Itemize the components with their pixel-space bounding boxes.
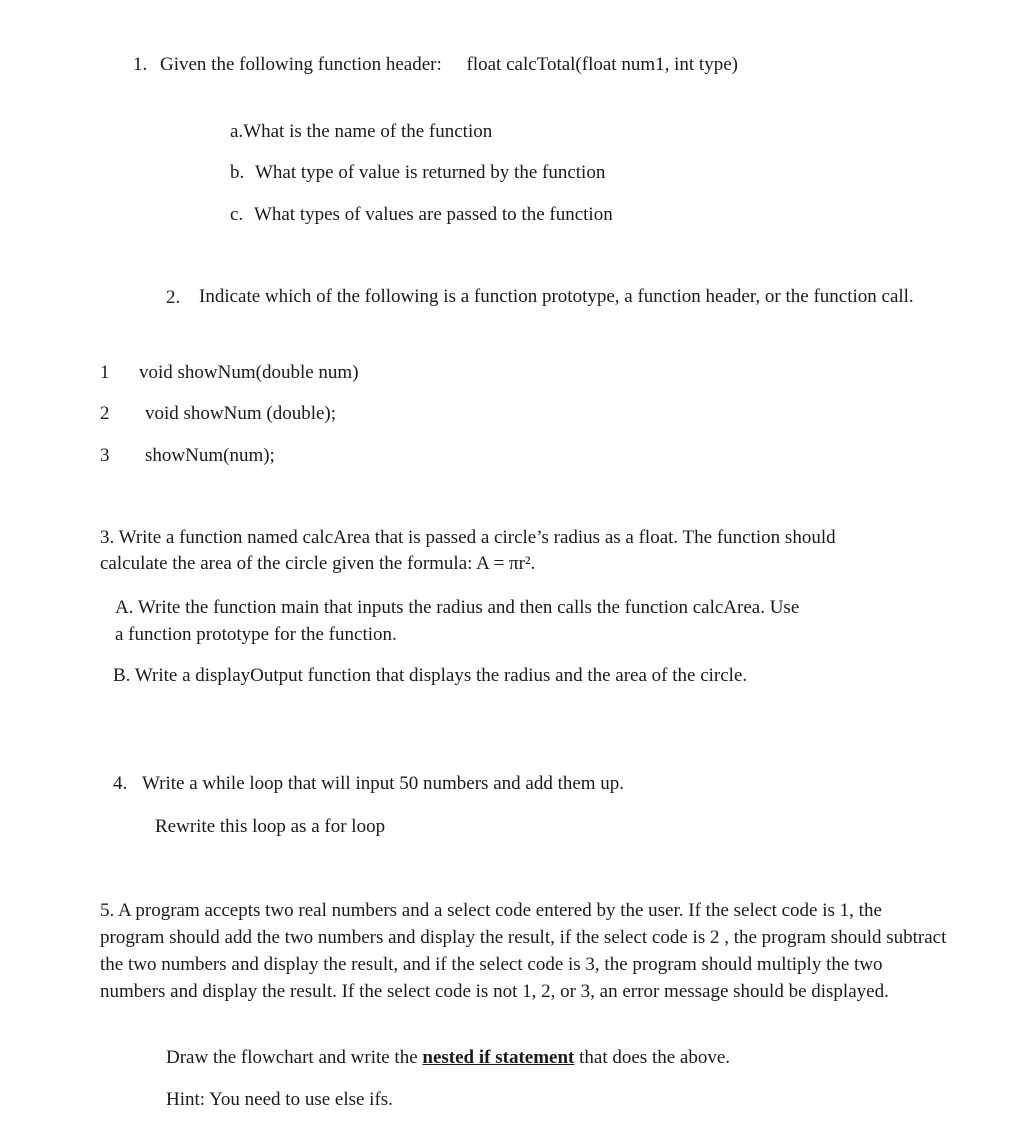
q4-line [113,773,624,795]
q1-part-b-label: b. [230,162,245,183]
q4-sub: Rewrite this loop as a for loop [155,816,386,837]
q1-line [133,54,738,76]
q5-text: 5. A program accepts two real numbers and a select code entered by the user. If the select code is 1, the program should add the two numbers and display the result, if the select code is 2 , the program should subtract the two numbers and display the result, and if the select code is 3, the program should multiply the two numbers and display the result. If the select code is not 1, 2, or 3, an error message should be displayed. [100,900,947,1002]
q1-prompt: Given the following function header: [160,54,442,75]
q2-item-1-code: void showNum(double num) [139,362,359,383]
q1-part-a-label: a. [230,121,244,142]
q1-part-a-text: What is the name of the function [243,121,493,142]
q1-number: 1. [133,54,148,75]
q2-text: Indicate which of the following is a function prototype, a function header, or the function call. [199,286,914,307]
q2-number: 2. [166,287,181,308]
q1-part-c [230,204,613,226]
q5-draw-post: that does the above. [574,1047,731,1068]
q4-text: Write a while loop that will input 50 numbers and add them up. [142,773,625,794]
q2-item-3-code: showNum(num); [145,445,275,466]
q2-item-2-number: 2 [100,403,110,424]
q3-part-a: A. Write the function main that inputs the radius and then calls the function calcArea. Use a function prototype for the function. [115,597,800,645]
q5-draw-emphasis: nested if statement [422,1047,575,1068]
q4-number: 4. [113,773,128,794]
q3-part-b: B. Write a displayOutput function that displays the radius and the area of the circle. [113,665,748,686]
q1-part-a [230,121,492,143]
q2-item-2-code: void showNum (double); [145,403,337,424]
q1-part-c-text: What types of values are passed to the function [253,204,613,225]
q5-hint: Hint: You need to use else ifs. [166,1089,393,1110]
q1-header: float calcTotal(float num1, int type) [466,54,738,75]
q2-item-3-number: 3 [100,445,110,466]
q1-part-b-text: What type of value is returned by the function [255,162,606,183]
q1-part-b [230,162,605,184]
q2-item-1-number: 1 [100,362,110,383]
q1-part-c-label: c. [230,204,244,225]
q3-text: 3. Write a function named calcArea that is passed a circle’s radius as a float. The function should calculate the area of the circle given the formula: A = πr². [100,527,836,574]
q5-draw [166,1047,730,1069]
q5-draw-pre: Draw the flowchart and write the [166,1047,423,1068]
